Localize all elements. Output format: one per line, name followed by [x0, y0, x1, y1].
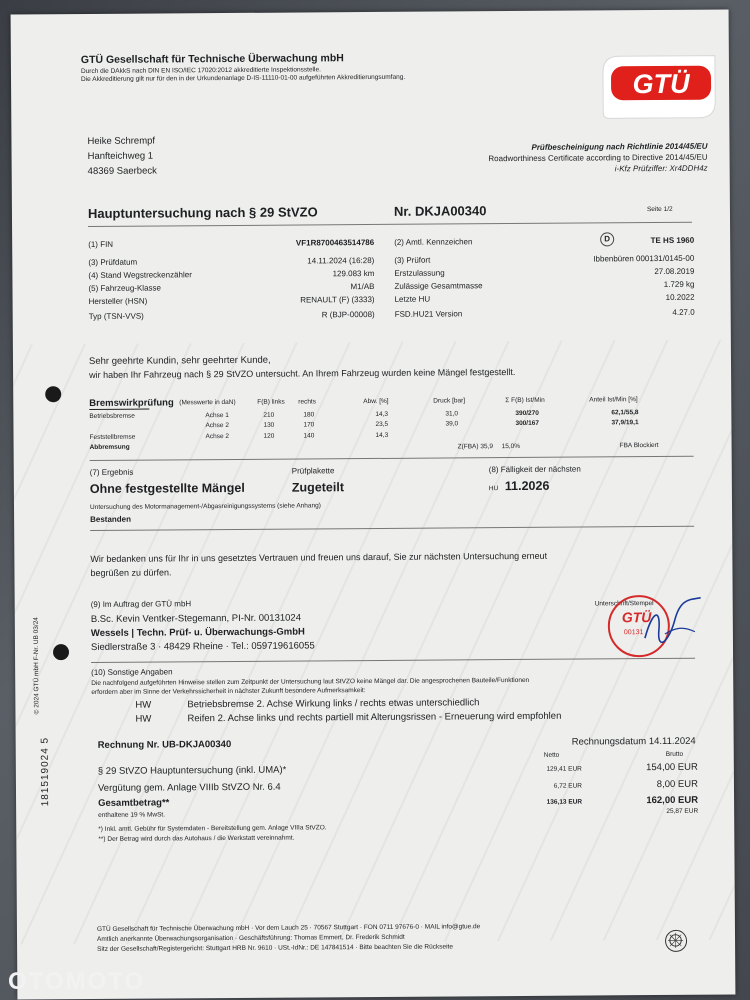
result-label: (7) Ergebnis: [89, 467, 134, 477]
invoice-row-2-desc: Vergütung gem. Anlage VIIIb StVZO Nr. 6.4: [97, 781, 281, 794]
brake-row-1-left: 210: [263, 411, 275, 419]
pruefort-label: (3) Prüfort: [394, 255, 431, 265]
invoice-col-brutto: Brutto: [665, 750, 684, 758]
odometer-value: 129.083 km: [332, 268, 375, 279]
seal-icon: [665, 930, 687, 952]
motor-check-value: Bestanden: [90, 514, 132, 524]
inspector-name: B.Sc. Kevin Ventker-Stegemann, PI-Nr. 00131024: [90, 612, 302, 625]
note-2-text: Reifen 2. Achse links und rechts partiell mit Alterungsrissen - Erneuerung wird empfohlen: [187, 710, 562, 725]
footer-line-3: Sitz der Gesellschaft/Registergericht: Stuttgart HRB Nr. 9610 · USt.-IdNr.: DE 147841514 · Bitte beachten Sie die Rückseite: [97, 943, 453, 953]
side-copyright: © 2024 GTÜ mbH F-Nr. UB 03/24: [32, 617, 41, 715]
pruefdatum-value: 14.11.2024 (16:28): [307, 255, 375, 266]
first-registration-value: 27.08.2019: [654, 266, 695, 277]
document-sheet: [11, 10, 736, 1000]
brake-header-left: F(B) links: [257, 398, 285, 406]
brake-zfba-percent: 15,0%: [501, 442, 521, 451]
invoice-vat-label: enthaltene 19 % MwSt.: [98, 811, 166, 819]
brake-header-pressure: Druck [bar]: [433, 397, 466, 405]
total-mass-label: Zulässige Gesamtmasse: [394, 281, 483, 291]
invoice-row-2-brutto: 8,00 EUR: [656, 778, 698, 791]
invoice-title: Rechnung Nr. UB-DKJA00340: [97, 738, 232, 751]
brake-row-1-share: 62,1/55,8: [611, 409, 639, 417]
signature-icon: [635, 590, 705, 650]
brake-row-1-right: 180: [303, 411, 315, 419]
org-name: GTÜ Gesellschaft für Technische Überwachung mbH: [80, 52, 344, 67]
inspector-address: Siedlerstraße 3 · 48429 Rheine · Tel.: 059719616055: [90, 640, 315, 653]
brake-row-2-share: 37,9/19,1: [611, 419, 639, 427]
inspector-company: Wessels | Techn. Prüf- u. Überwachungs-GmbH: [90, 626, 305, 639]
brake-row-2-left: 130: [263, 421, 275, 429]
vehicle-class-label: (5) Fahrzeug-Klasse: [88, 283, 161, 293]
brake-row-1-type: Betriebsbremse: [89, 412, 135, 420]
footer-line-2: Amtlich anerkannte Überwachungsorganisation · Geschäftsführung: Thomas Emmert, Dr. Frederik Schmidt: [97, 933, 405, 943]
invoice-row-1-netto: 129,41 EUR: [546, 765, 582, 773]
fin-label: (1) FIN: [88, 239, 114, 249]
invoice-date: Rechnungsdatum 14.11.2024: [571, 735, 696, 748]
brake-header-deviation: Abw. [%]: [363, 397, 389, 406]
punch-hole-bottom: [53, 644, 69, 660]
brake-row-3-type: Feststellbremse: [89, 433, 136, 441]
next-hu-value: 11.2026: [504, 478, 550, 494]
greeting-line-2: wir haben Ihr Fahrzeug nach § 29 StVZO untersucht. An Ihrem Fahrzeug wurden keine Mängel festgestellt.: [89, 367, 516, 380]
doc-title: Hauptuntersuchung nach § 29 StVZO: [87, 204, 318, 221]
odometer-label: (4) Stand Wegstreckenzähler: [88, 270, 192, 280]
page-indicator: Seite 1/2: [646, 205, 673, 214]
brake-row-2-deviation: 23,5: [375, 420, 389, 428]
vehicle-class-value: M1/AB: [350, 281, 375, 292]
gtu-logo: [601, 52, 719, 123]
brake-row-2-right: 170: [303, 421, 315, 429]
stamp-text: GTÜ: [621, 609, 652, 626]
stamp-sub: 00131: [623, 629, 644, 637]
motor-check-label: Untersuchung des Motormanagement-/Abgasreinigungssystems (siehe Anhang): [89, 502, 321, 511]
accreditation-line-1: Durch die DAkkS nach DIN EN ISO/IEC 17020:2012 akkreditierte Inspektionsstelle.: [80, 66, 321, 76]
brake-row-1-deviation: 14,3: [375, 410, 389, 418]
greeting-line-1: Sehr geehrte Kundin, sehr geehrter Kunde,: [88, 354, 271, 367]
otomoto-watermark: OTOMOTO: [8, 968, 146, 995]
brake-zfba: Z(FBA) 35,9: [457, 443, 494, 451]
notes-text-2: erfordern aber im Sinne der Verkehrssicherheit in nächster Zukunft besondere Aufmerksamkeit:: [91, 687, 366, 696]
invoice-row-2-netto: 6,72 EUR: [553, 782, 582, 790]
owner-street: Hanfteichweg 1: [87, 150, 154, 162]
invoice-footnote-2: **) Der Betrag wird durch das Autohaus / die Werkstatt vereinnahmt.: [98, 834, 295, 843]
note-2-code: HW: [135, 713, 152, 725]
invoice-vat-value: 25,87 EUR: [666, 807, 699, 815]
owner-name: Heike Schrempf: [87, 135, 156, 147]
fsd-version-value: 4.27.0: [672, 307, 695, 317]
type-label: Typ (TSN-VVS): [88, 311, 144, 321]
brake-row-2-sum: 300/167: [515, 419, 539, 428]
owner-city: 48369 Saerbeck: [87, 165, 157, 177]
cert-line-2: Roadworthiness Certificate according to Directive 2014/45/EU: [488, 152, 708, 164]
notes-label: (10) Sonstige Angaben: [91, 667, 173, 677]
result-value: Ohne festgestellte Mängel: [89, 480, 245, 496]
signature-label: Unterschrift/Stempel: [594, 600, 654, 608]
fin-value: VF1R8700463514786: [295, 237, 375, 248]
brake-row-3-right: 140: [303, 432, 315, 440]
type-value: R (BJP-00008): [321, 309, 375, 320]
plate-label: (2) Amtl. Kennzeichen: [394, 237, 473, 247]
note-1-code: HW: [135, 699, 152, 711]
invoice-col-netto: Netto: [543, 751, 560, 759]
plate-value: TE HS 1960: [650, 235, 695, 246]
notes-text-1: Die nachfolgend aufgeführten Hinweise stellen zum Zeitpunkt der Untersuchung laut StVZO keine Mängel dar. Die angesprochenen Bauteile/Funktionen: [91, 676, 530, 687]
brake-header-units: (Messwerte in daN): [179, 398, 236, 407]
invoice-row-1-brutto: 154,00 EUR: [646, 761, 698, 774]
brake-abbremsung-label: Abbremsung: [89, 443, 130, 451]
invoice-total-netto: 136,13 EUR: [546, 798, 583, 806]
brake-header-sum: Σ F(B) Ist/Min: [505, 396, 545, 405]
plate-country-badge: D: [600, 232, 614, 246]
thanks-line-1: Wir bedanken uns für Ihr in uns gesetztes Vertrauen und freuen uns darauf, Sie zur nächsten Untersuchung erneut: [90, 550, 548, 564]
side-form-number: 181519024 5: [39, 736, 52, 807]
total-mass-value: 1.729 kg: [663, 279, 695, 289]
pruefort-value: Ibbenbüren 000131/0145-00: [593, 253, 695, 264]
brake-row-1-sum: 390/270: [515, 409, 539, 418]
manufacturer-value: RENAULT (F) (3333): [300, 294, 375, 305]
doc-number: Nr. DKJA00340: [393, 203, 487, 219]
brake-row-3-left: 120: [263, 432, 275, 440]
cert-line-1: Prüfbescheinigung nach Richtlinie 2014/45/EU: [531, 141, 708, 152]
plakette-value: Zugeteilt: [291, 480, 345, 495]
brake-row-1-pressure: 31,0: [445, 410, 459, 418]
accreditation-line-2: Die Akkreditierung gilt nur für den in der Urkundenanlage D-IS-11110-01-00 aufgeführten Akkreditierungsumfang.: [81, 73, 406, 84]
pruefdatum-label: (3) Prüfdatum: [88, 257, 138, 267]
brake-row-3-deviation: 14,3: [375, 431, 389, 439]
logo-text: GTÜ: [632, 68, 690, 100]
invoice-total-label: Gesamtbetrag**: [98, 797, 170, 809]
next-hu-label: (8) Fälligkeit der nächsten: [488, 464, 581, 475]
footer-line-1: GTÜ Gesellschaft für Technische Überwachung mbH · Vor dem Lauch 25 · 70567 Stuttgart · FON 0711 97676-0 · MAIL info@gtue.de: [96, 923, 481, 933]
thanks-line-2: begrüßen zu dürfen.: [90, 567, 172, 578]
brake-row-1-axle: Achse 1: [205, 412, 229, 420]
next-hu-prefix: HU: [488, 485, 499, 493]
cert-line-3: i-Kfz Prüfziffer: Xr4DDH4z: [614, 163, 708, 174]
invoice-total-brutto: 162,00 EUR: [646, 794, 699, 807]
brake-fba: FBA Blockiert: [619, 442, 659, 450]
first-registration-label: Erstzulassung: [394, 268, 445, 278]
invoice-footnote-1: *) Inkl. amtl. Gebühr für Systemdaten - Bereitstellung gem. Anlage VIIIa StVZO.: [98, 824, 327, 833]
brake-row-2-pressure: 39,0: [445, 420, 459, 428]
brake-header-share: Anteil Ist/Min [%]: [589, 396, 638, 404]
fsd-version-label: FSD.HU21 Version: [394, 309, 463, 319]
punch-hole-top: [45, 386, 61, 402]
brake-row-3-axle: Achse 2: [205, 433, 230, 441]
inspector-label: (9) Im Auftrag der GTÜ mbH: [90, 599, 192, 609]
plakette-label: Prüfplakette: [291, 466, 335, 476]
invoice-row-1-desc: § 29 StVZO Hauptuntersuchung (inkl. UMA)*: [97, 764, 287, 777]
note-1-text: Betriebsbremse 2. Achse Wirkung links / rechts etwas unterschiedlich: [187, 697, 480, 711]
last-hu-label: Letzte HU: [394, 294, 431, 304]
last-hu-value: 10.2022: [665, 292, 695, 302]
title-rule: [88, 222, 692, 227]
brake-row-2-axle: Achse 2: [205, 422, 229, 430]
brake-header-right: rechts: [298, 398, 317, 406]
manufacturer-label: Hersteller (HSN): [88, 296, 148, 306]
brake-title: Bremswirkprüfung: [89, 397, 174, 409]
